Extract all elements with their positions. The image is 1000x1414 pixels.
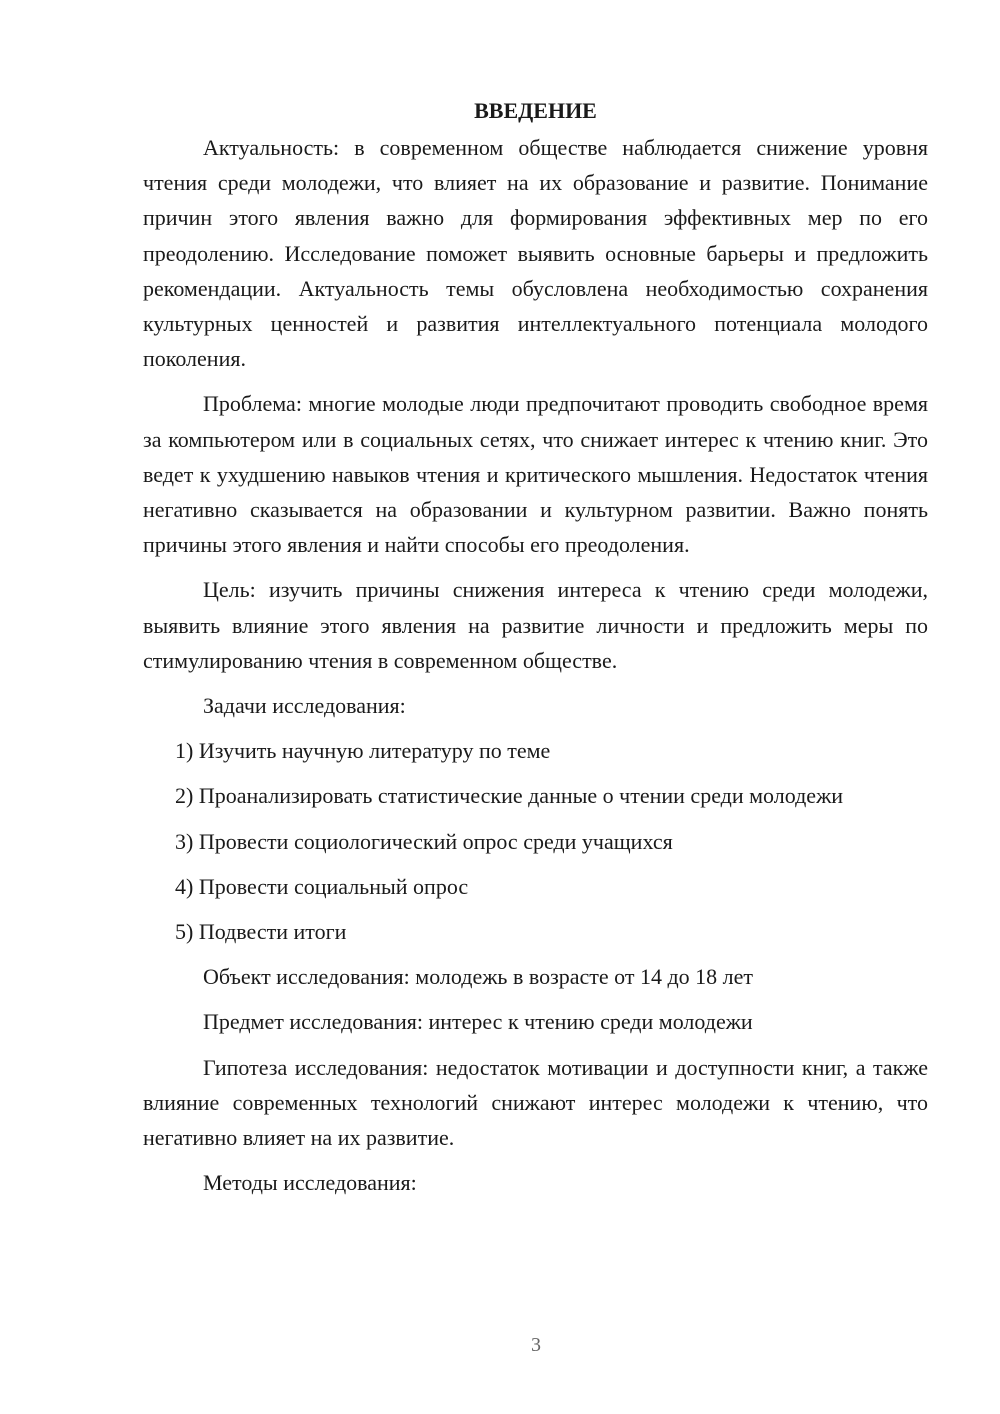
task-item-5: 5) Подвести итоги	[175, 919, 347, 945]
page-content	[143, 92, 928, 1210]
hypothesis-paragraph: Гипотеза исследования: недостаток мотивации и доступности книг, а также влияние современных технологий снижают интерес молодежи к чтению, что негативно влияет на их развитие.	[143, 1054, 928, 1151]
object-line: Объект исследования: молодежь в возрасте от 14 до 18 лет	[203, 964, 754, 990]
problem-paragraph: Проблема: многие молодые люди предпочитают проводить свободное время за компьютером или в социальных сетях, что снижает интерес к чтению книг. Это ведет к ухудшению навыков чтения и критического мышления. Недостаток чтения негативно сказывается на образовании и культурном развитии. Важно понять причины этого явления и найти способы его преодоления.	[143, 391, 928, 558]
methods-title: Методы исследования:	[203, 1170, 417, 1196]
task-item-4: 4) Провести социальный опрос	[175, 873, 469, 899]
relevance-paragraph: Актуальность: в современном обществе наблюдается снижение уровня чтения среди молодежи, что влияет на их образование и развитие. Понимание причин этого явления важно для формирования эффективных мер по его преодолению. Исследование поможет выявить основные барьеры и предложить рекомендации. Актуальность темы обусловлена необходимостью сохранения культурных ценностей и развития интеллектуального потенциала молодого поколения.	[143, 135, 928, 372]
section-heading: ВВЕДЕНИЕ	[474, 98, 597, 123]
page-number: 3	[531, 1334, 541, 1356]
subject-line: Предмет исследования: интерес к чтению среди молодежи	[203, 1009, 753, 1035]
tasks-title: Задачи исследования:	[203, 693, 406, 719]
task-item-3: 3) Провести социологический опрос среди учащихся	[175, 828, 673, 854]
goal-paragraph: Цель: изучить причины снижения интереса к чтению среди молодежи, выявить влияние этого явления на развитие личности и предложить меры по стимулированию чтения в современном обществе.	[143, 577, 928, 673]
task-item-1: 1) Изучить научную литературу по теме	[175, 738, 551, 764]
task-item-2: 2) Проанализировать статистические данные о чтении среди молодежи	[175, 783, 844, 809]
